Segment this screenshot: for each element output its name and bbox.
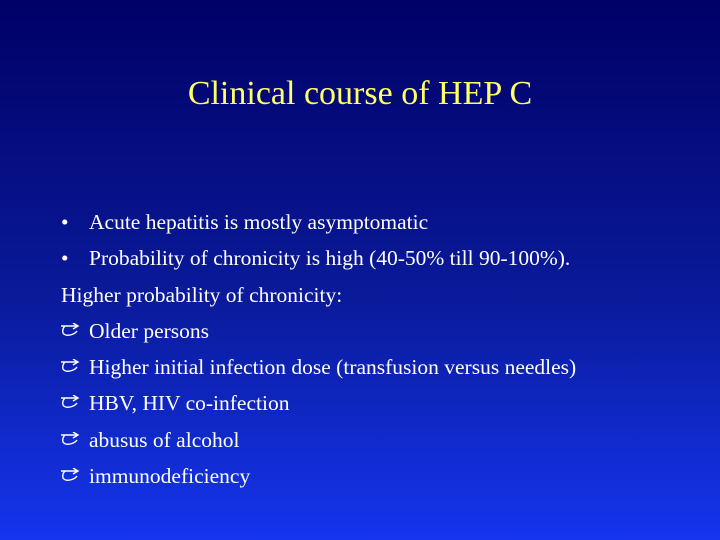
bullet-dot-icon: • — [61, 210, 69, 234]
right-arrow-icon — [61, 432, 89, 448]
sub-item — [61, 385, 711, 421]
bullet-dot-icon: • — [61, 246, 69, 271]
sub-item — [61, 458, 711, 494]
right-arrow-icon — [61, 468, 89, 484]
right-arrow-icon — [61, 359, 89, 375]
sub-item-text: HBV, HIV co-infection — [89, 391, 290, 416]
right-arrow-icon — [61, 395, 89, 411]
bullet-item — [61, 240, 711, 276]
sub-item — [61, 422, 711, 458]
slide-title: Clinical course of HEP C — [187, 75, 533, 112]
bullet-text: Acute hepatitis is mostly asymptomatic — [89, 210, 429, 234]
sub-item-text: abusus of alcohol — [89, 427, 240, 452]
bullet-item — [61, 204, 711, 240]
subheading: Higher probability of chronicity: — [61, 282, 343, 307]
right-arrow-icon — [61, 323, 89, 339]
sub-item-text: immunodeficiency — [89, 464, 251, 489]
sub-item — [61, 313, 711, 349]
sub-item-text: Older persons — [89, 318, 210, 343]
sub-item-text: Higher initial infection dose (transfusion versus needles) — [89, 355, 577, 380]
bullet-text: Probability of chronicity is high (40-50% till 90-100%). — [89, 246, 571, 271]
slide-body — [61, 204, 711, 494]
sub-item — [61, 349, 711, 385]
